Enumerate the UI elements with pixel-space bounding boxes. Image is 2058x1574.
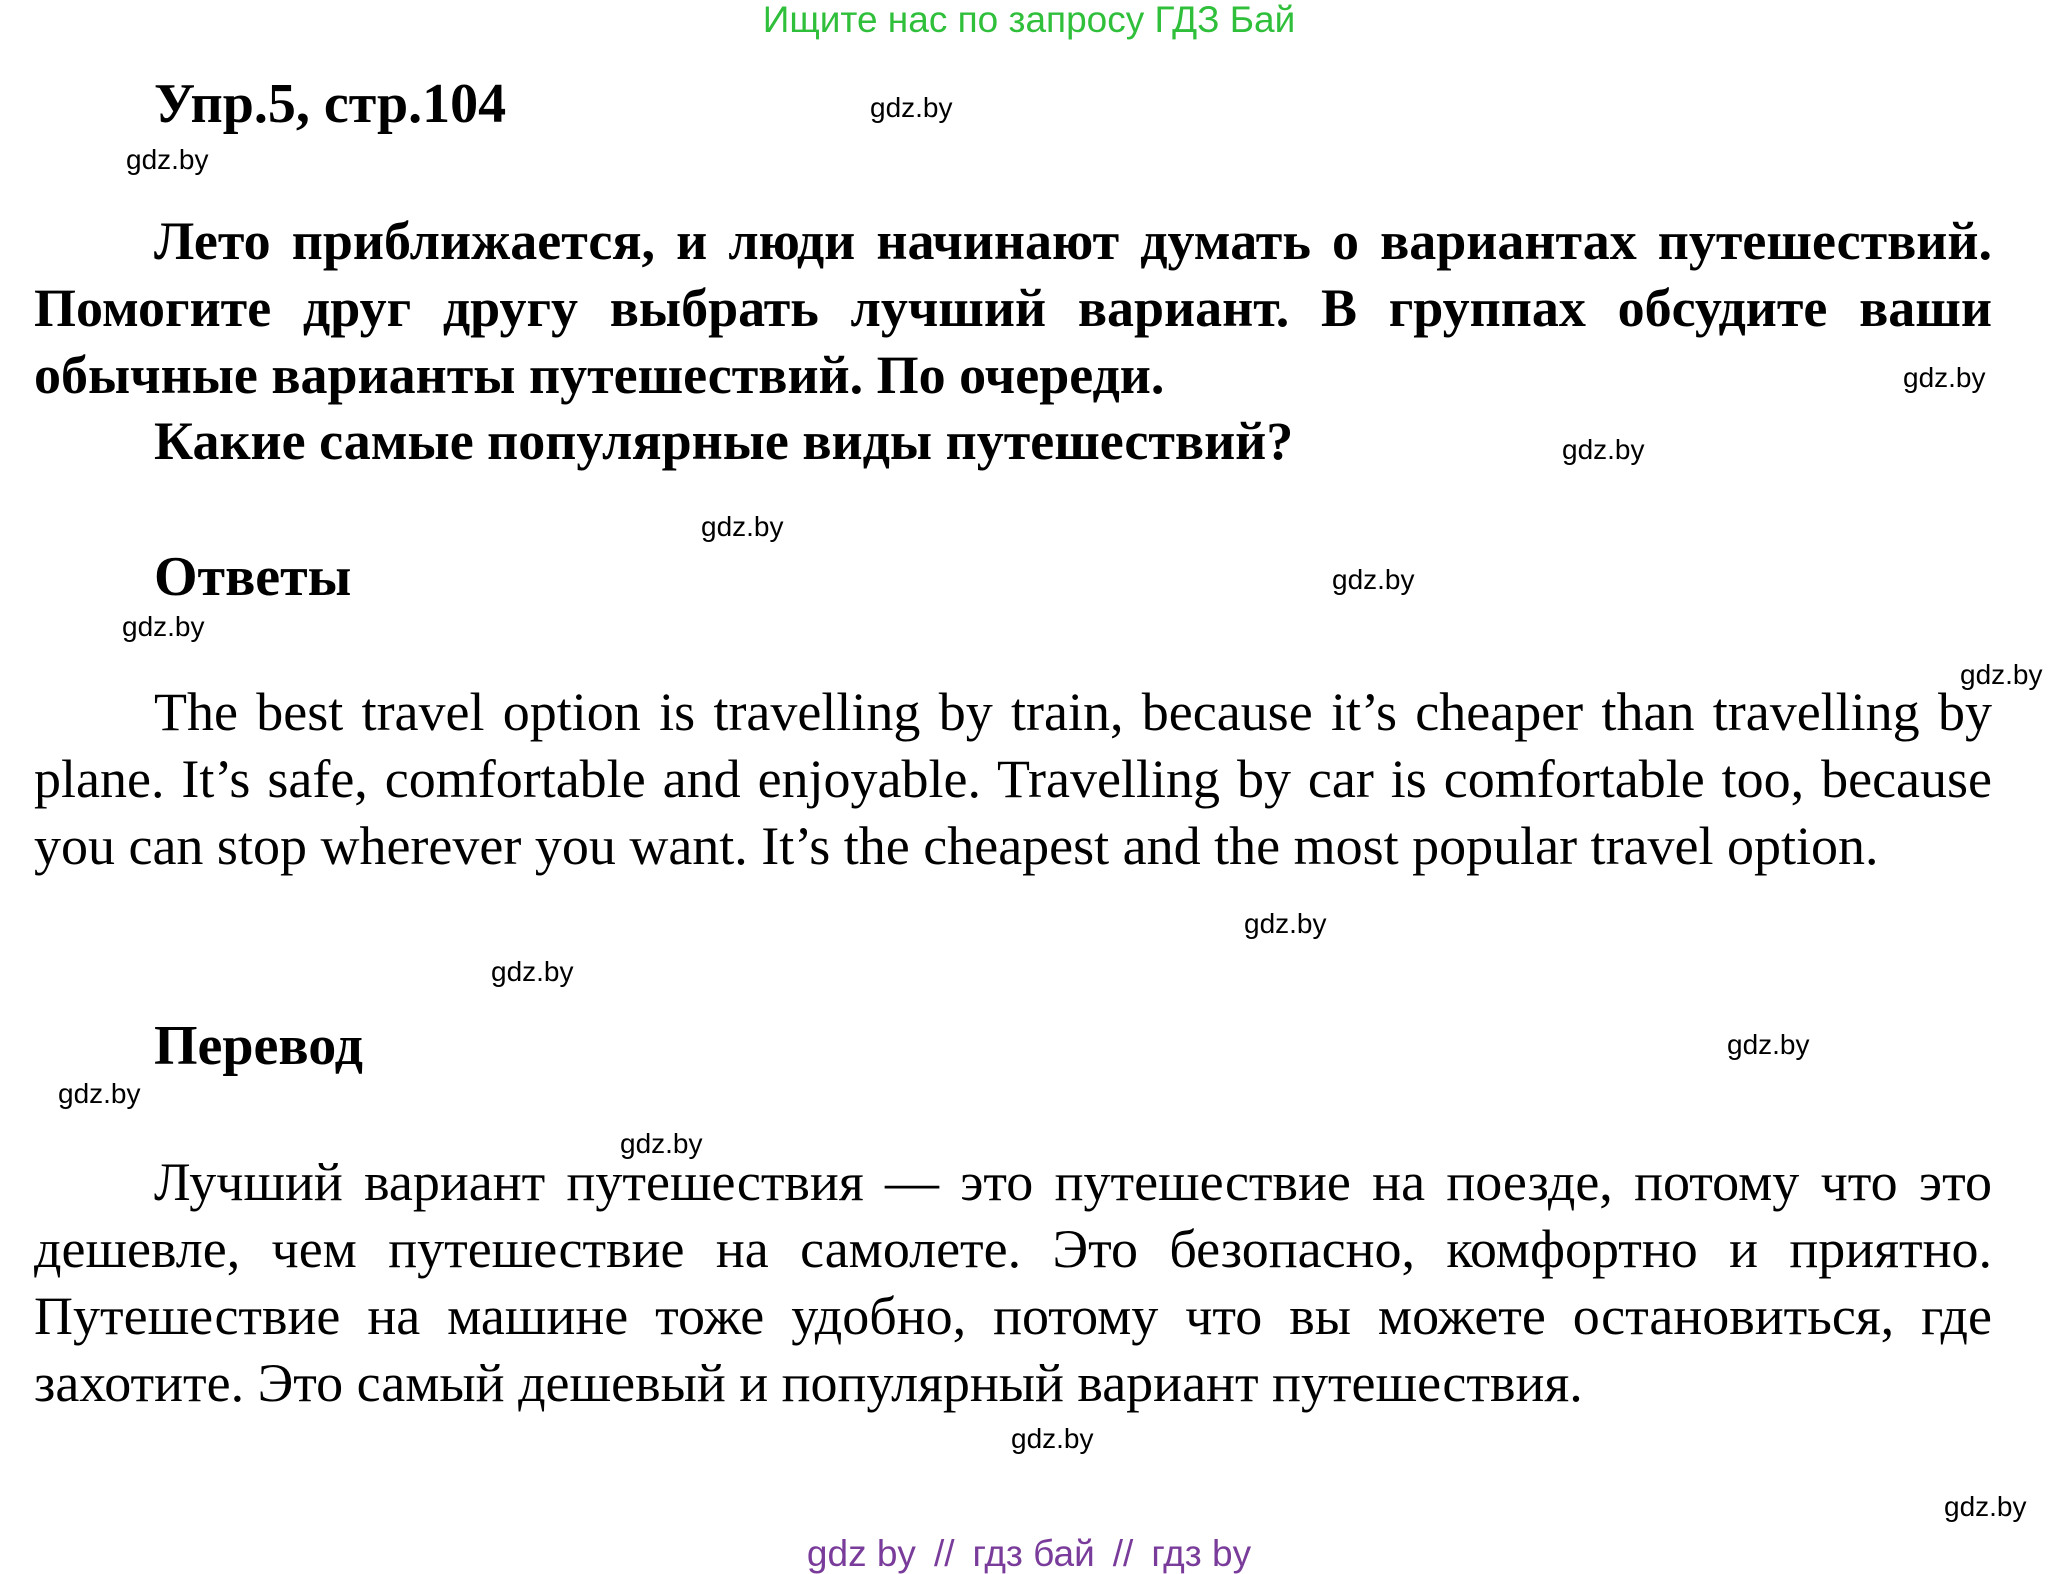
watermark: gdz.by [1244,908,1327,939]
watermark: gdz.by [122,611,205,642]
watermark: gdz.by [126,144,209,175]
task-text: Лето приближается, и люди начинают думать о вариантах путешествий. Помогите друг другу выбрать лучший вариант. В группах обсудите ваши обычные варианты путешествий. По очереди. [34,211,1992,405]
watermark: gdz.by [1944,1491,2027,1522]
task-question: Какие самые популярные виды путешествий? [154,411,1294,471]
footer-separator: // [1112,1533,1134,1574]
watermark: gdz.by [701,511,784,542]
watermark: gdz.by [58,1078,141,1109]
watermark: gdz.by [1011,1423,1094,1454]
footer-link-gdz-bai[interactable]: гдз бай [972,1533,1095,1574]
watermark: gdz.by [1960,659,2043,690]
exercise-title: Упр.5, стр.104 [154,73,507,135]
watermark: gdz.by [1903,362,1986,393]
footer-links [0,1534,2058,1574]
footer-link-gdz-by-ru[interactable]: гдз by [1151,1533,1252,1574]
watermark: gdz.by [1727,1029,1810,1060]
watermark: gdz.by [491,956,574,987]
footer-separator: // [933,1533,955,1574]
top-banner[interactable]: Ищите нас по запросу ГДЗ Бай [762,0,1296,40]
watermark: gdz.by [1562,434,1645,465]
answers-heading: Ответы [154,546,352,608]
translation-text: Лучший вариант путешествия — это путешествие на поезде, потому что это дешевле, чем путешествие на самолете. Это безопасно, комфортно и приятно. Путешествие на машине тоже удобно, потому что вы можете остановиться, где захотите. Это самый дешевый и популярный вариант путешествия. [34,1152,1992,1413]
watermark: gdz.by [1332,564,1415,595]
watermark: gdz.by [870,92,953,123]
watermark: gdz.by [620,1128,703,1159]
translation-heading: Перевод [154,1015,363,1077]
footer-link-gdz-by[interactable]: gdz by [806,1533,916,1574]
answer-text: The best travel option is travelling by train, because it’s cheaper than travelling by plane. It’s safe, comfortable and enjoyable. Travelling by car is comfortable too, because you can stop wherever you want. It’s the cheapest and the most popular travel option. [34,682,1992,876]
